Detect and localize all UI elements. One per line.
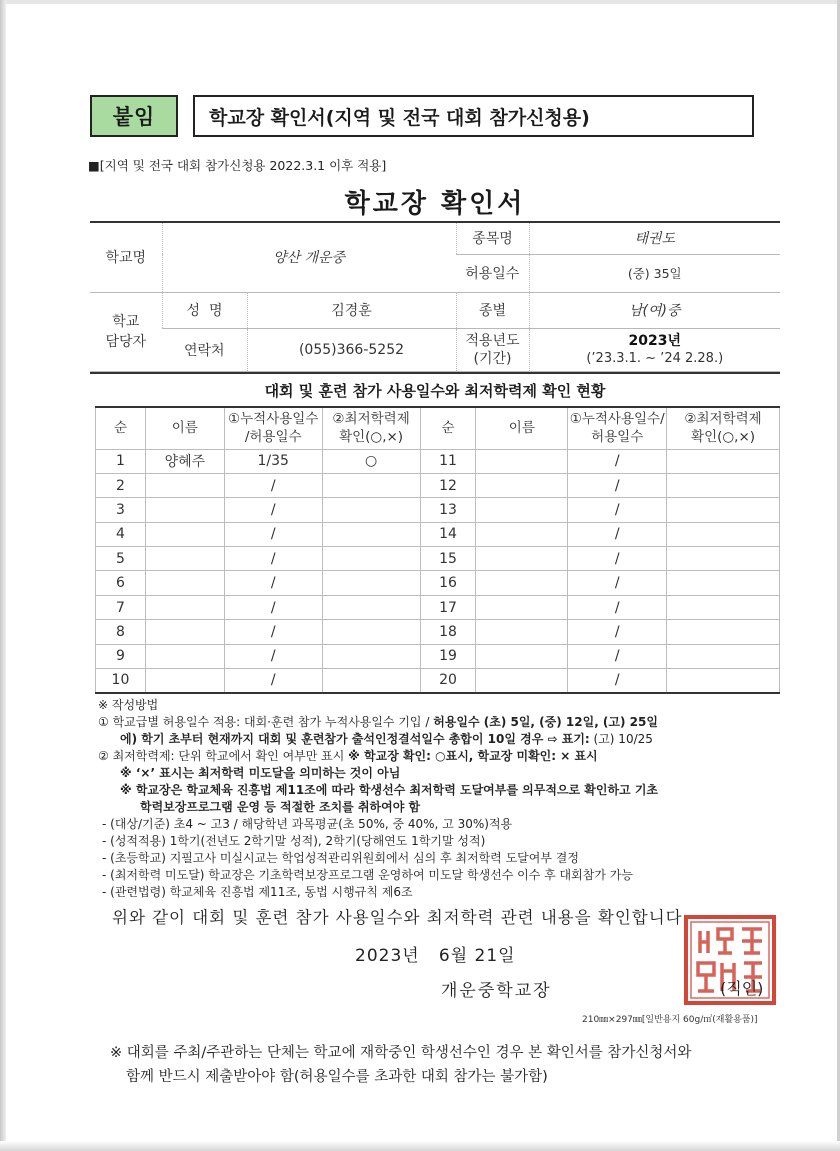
row-name-2: [476, 547, 568, 571]
row-name-2: [476, 571, 568, 595]
instruction-1-bold: 허용일수 (초) 5일, (중) 12일, (고) 25일: [433, 715, 658, 729]
row-no: 9: [96, 644, 146, 668]
row-no: 5: [96, 547, 146, 571]
document-title: 학교장 확인서: [344, 189, 526, 219]
row-days: /: [224, 498, 322, 522]
row-check: [322, 620, 420, 644]
table-row: [96, 595, 780, 619]
footer-note-line1: ※ 대회를 주최/주관하는 단체는 학교에 재학중인 학생선수인 경우 본 확인서를 참가신청서와: [110, 1045, 692, 1061]
detail-laws: - (관련법령) 학교체육 진흥법 제11조, 동법 시행규칙 제6조: [102, 885, 413, 899]
row-name: [145, 522, 224, 546]
table-row: [96, 644, 780, 668]
col-header-days-2-line2: 허용일수: [591, 429, 644, 446]
instruction-1-example: [98, 731, 788, 748]
section-heading: 대회 및 훈련 참가 사용일수와 최저학력제 확인 현황: [90, 372, 780, 406]
school-label: 학교명: [90, 222, 162, 292]
school-value: 양산 개운중: [162, 222, 456, 292]
name-label: 성 명: [162, 292, 247, 328]
col-header-days-line1: ①누적사용일수: [228, 411, 319, 428]
col-header-grade-line2: 확인(○,×): [339, 429, 404, 446]
row-check: [322, 644, 420, 668]
row-no: 2: [96, 473, 146, 497]
scan-edge-left: [0, 0, 6, 1151]
row-name: [145, 547, 224, 571]
row-no-2: 20: [420, 669, 476, 693]
period-value: (’23.3.1. ~ ’24 2.28.): [586, 350, 724, 366]
row-name-2: [476, 498, 568, 522]
instructions: [98, 697, 788, 901]
instruction-2: [98, 748, 788, 765]
row-check-2: [667, 644, 780, 668]
instruction-2-bold: ※ 학교장 확인: ○표시, 학교장 미확인: × 표시: [348, 749, 598, 763]
col-header-grade-line1: ②최저학력제: [332, 411, 410, 428]
row-check: [322, 522, 420, 546]
row-name-2: [476, 620, 568, 644]
row-check: ○: [322, 449, 420, 473]
instruction-2-duty: ※ 학교장은 학교체육 진흥법 제11조에 따라 학생선수 최저학력 도달여부를 의무적으로 확인하고 기초: [120, 783, 659, 797]
col-header-grade-2-line2: 확인(○,×): [691, 429, 756, 446]
roster-table: [95, 406, 780, 694]
row-days: /: [224, 522, 322, 546]
row-no: 1: [96, 449, 146, 473]
table-row: [96, 547, 780, 571]
row-no-2: 16: [420, 571, 476, 595]
instruction-1-example-text: 에) 학기 초부터 현재까지 대회 및 훈련참가 출석인정결석일수 총합이 10일 경우 ⇨ 표기:: [120, 732, 590, 746]
row-check-2: [667, 595, 780, 619]
col-header-no-2: 순: [420, 407, 476, 449]
row-check: [322, 571, 420, 595]
instruction-1: [98, 714, 788, 731]
col-header-days-2-line1: ①누적사용일수/: [569, 411, 665, 428]
row-no-2: 15: [420, 547, 476, 571]
paper-spec: 210㎜×297㎜[일반용지 60g/㎡(재활용품)]: [582, 1015, 758, 1025]
manager-label-line2: 담당자: [105, 333, 147, 350]
contact-label: 연락처: [162, 328, 247, 371]
row-days: /: [224, 669, 322, 693]
row-check: [322, 547, 420, 571]
row-days: 1/35: [224, 449, 322, 473]
col-header-days-line2: /허용일수: [244, 429, 302, 446]
row-days-2: /: [568, 595, 667, 619]
row-name-2: [476, 449, 568, 473]
year-label: [456, 328, 529, 371]
detail-target: - (대상/기준) 초4 ~ 고3 / 해당학년 과목평균(초 50%, 중 40%, 고 30%)적용: [102, 817, 513, 831]
row-days: /: [224, 644, 322, 668]
table-row: [96, 498, 780, 522]
row-name-2: [476, 522, 568, 546]
table-row: [96, 669, 780, 693]
row-days-2: /: [568, 547, 667, 571]
school-info-table: [90, 221, 780, 372]
row-name: [145, 473, 224, 497]
row-no: 10: [96, 669, 146, 693]
footer-note-line2: 함께 반드시 제출받아야 함(허용일수를 초과한 대회 참가는 불가함): [126, 1069, 548, 1085]
row-no: 6: [96, 571, 146, 595]
row-name: [145, 595, 224, 619]
allowed-days-label: 허용일수: [456, 254, 529, 292]
col-header-no: 순: [96, 407, 146, 449]
attachment-badge: 붙임: [90, 95, 178, 137]
contact-value: (055)366-5252: [247, 328, 456, 371]
row-no-2: 17: [420, 595, 476, 619]
event-value: 태권도: [529, 222, 780, 254]
table-row: [96, 620, 780, 644]
row-no-2: 18: [420, 620, 476, 644]
year-value: 2023년: [628, 332, 681, 349]
manager-label-line1: 학교: [112, 313, 140, 330]
table-row: [96, 473, 780, 497]
row-check-2: [667, 547, 780, 571]
row-check: [322, 595, 420, 619]
row-name: [145, 669, 224, 693]
row-no: 4: [96, 522, 146, 546]
gender-value: 남(여)중: [529, 292, 780, 328]
allowed-days-value: (중) 35일: [529, 254, 780, 292]
instruction-2-note: ※ ‘×’ 표시는 최저학력 미도달을 의미하는 것이 아님: [120, 766, 401, 780]
row-name-2: [476, 595, 568, 619]
row-name: [145, 620, 224, 644]
row-days-2: /: [568, 644, 667, 668]
row-name-2: [476, 644, 568, 668]
principal-title: 개운중학교장: [441, 981, 552, 1001]
col-header-days: [224, 407, 322, 449]
row-name-2: [476, 669, 568, 693]
row-no-2: 11: [420, 449, 476, 473]
row-no: 7: [96, 595, 146, 619]
row-days: /: [224, 571, 322, 595]
table-row: [96, 571, 780, 595]
event-label: 종목명: [456, 222, 529, 254]
row-no: 8: [96, 620, 146, 644]
row-days: /: [224, 547, 322, 571]
row-no-2: 13: [420, 498, 476, 522]
issue-date: 2023년 6월 21일: [355, 946, 516, 966]
detail-below-minimum: - (최저학력 미도달) 학교장은 기초학력보장프로그램 운영하여 미도달 학생선수 이수 후 대회참가 가능: [102, 868, 633, 882]
row-check: [322, 498, 420, 522]
row-days: /: [224, 595, 322, 619]
row-days: /: [224, 620, 322, 644]
year-label-line1: 적용년도: [465, 332, 520, 349]
row-no-2: 19: [420, 644, 476, 668]
row-days: /: [224, 473, 322, 497]
manager-label: [90, 292, 162, 371]
table-row: [96, 522, 780, 546]
col-header-days-2: [568, 407, 667, 449]
footer-note: [110, 1041, 790, 1089]
name-value: 김경훈: [247, 292, 456, 328]
row-check: [322, 669, 420, 693]
row-check-2: [667, 522, 780, 546]
row-check-2: [667, 449, 780, 473]
row-check-2: [667, 473, 780, 497]
row-name: [145, 498, 224, 522]
seal-label: (직인): [720, 979, 764, 998]
col-header-name: 이름: [145, 407, 224, 449]
scan-edge-bottom: [0, 1141, 840, 1151]
instruction-1-example-value: (고) 10/25: [589, 732, 653, 746]
instruction-2-text: ② 최저학력제: 단위 학교에서 확인 여부만 표시: [98, 749, 349, 763]
row-days-2: /: [568, 620, 667, 644]
confirmation-statement: 위와 같이 대회 및 훈련 참가 사용일수와 최저학력 관련 내용을 확인합니다: [112, 908, 683, 927]
row-days-2: /: [568, 498, 667, 522]
year-label-line2: (기간): [473, 350, 512, 367]
row-check-2: [667, 498, 780, 522]
detail-elementary: - (초등학교) 지필고사 미실시교는 학업성적관리위원회에서 심의 후 최저학력 도달여부 결정: [102, 851, 579, 865]
col-header-name-2: 이름: [476, 407, 568, 449]
year-value-cell: [529, 328, 780, 371]
col-header-grade-2-line1: ②최저학력제: [684, 411, 762, 428]
applicability-note: ■[지역 및 전국 대회 참가신청용 2022.3.1 이후 적용]: [88, 158, 387, 173]
col-header-grade: [322, 407, 420, 449]
row-check-2: [667, 620, 780, 644]
row-check-2: [667, 669, 780, 693]
row-no-2: 12: [420, 473, 476, 497]
table-row: [96, 449, 780, 473]
detail-grades: - (성적적용) 1학기(전년도 2학기말 성적), 2학기(당해연도 1학기말 성적): [102, 834, 486, 848]
row-no: 3: [96, 498, 146, 522]
row-name: 양혜주: [145, 449, 224, 473]
row-check-2: [667, 571, 780, 595]
scan-edge-top: [0, 0, 840, 4]
row-no-2: 14: [420, 522, 476, 546]
row-days-2: /: [568, 571, 667, 595]
gender-label: 종별: [456, 292, 529, 328]
row-name: [145, 571, 224, 595]
form-title-box: 학교장 확인서(지역 및 전국 대회 참가신청용): [193, 95, 754, 137]
row-days-2: /: [568, 669, 667, 693]
row-name: [145, 644, 224, 668]
row-name-2: [476, 473, 568, 497]
instruction-1-text: ① 학교급별 허용일수 적용: 대회·훈련 참가 누적사용일수 기입 /: [98, 715, 434, 729]
row-days-2: /: [568, 522, 667, 546]
row-days-2: /: [568, 473, 667, 497]
instructions-heading: ※ 작성방법: [98, 698, 159, 712]
col-header-grade-2: [667, 407, 780, 449]
row-days-2: /: [568, 449, 667, 473]
instruction-2-duty-cont: 학력보장프로그램 운영 등 적절한 조치를 취하여야 함: [140, 800, 421, 814]
row-check: [322, 473, 420, 497]
